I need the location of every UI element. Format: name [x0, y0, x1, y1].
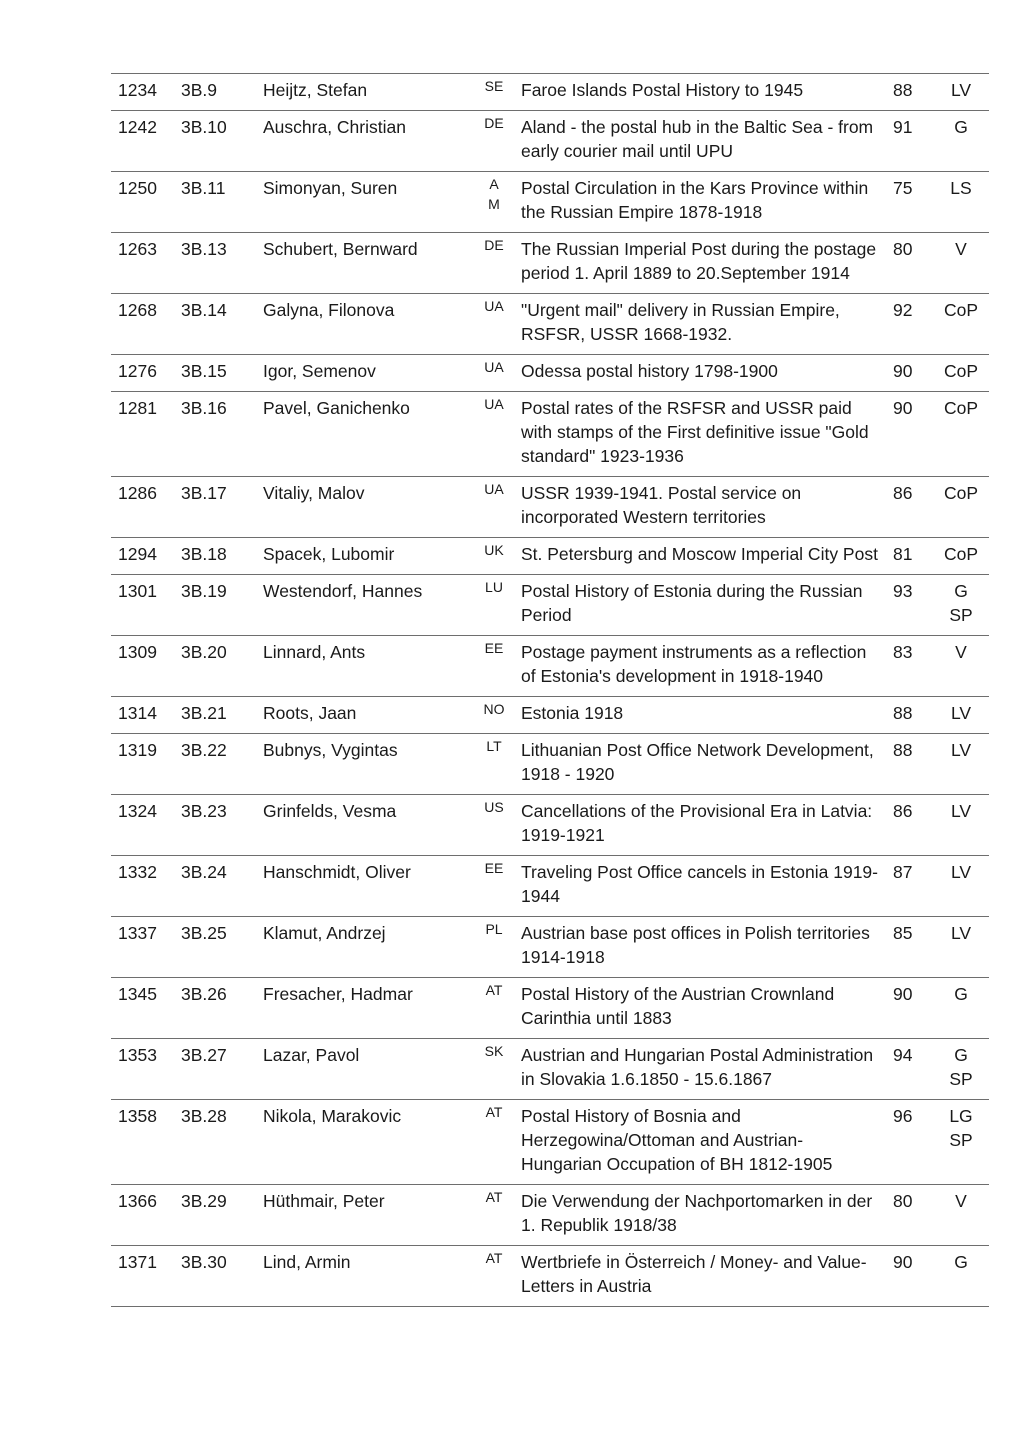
- exhibits-table: [111, 73, 989, 1307]
- points: 90: [885, 392, 933, 477]
- exhibit-number: 1276: [111, 355, 181, 392]
- country-code: EE: [484, 860, 504, 876]
- award: CoP: [943, 544, 979, 564]
- exhibit-number: 1309: [111, 636, 181, 697]
- award-cell: [933, 917, 989, 978]
- award: LV: [950, 703, 972, 723]
- award: G: [954, 984, 968, 1004]
- table-row: [111, 233, 989, 294]
- exhibit-number: 1242: [111, 111, 181, 172]
- exhibit-number: 1294: [111, 538, 181, 575]
- points: 93: [885, 575, 933, 636]
- country-code: NO: [483, 701, 505, 717]
- award: LS: [950, 178, 972, 198]
- exhibit-number: 1263: [111, 233, 181, 294]
- award-cell: [933, 795, 989, 856]
- award-cell: [933, 233, 989, 294]
- table-row: [111, 575, 989, 636]
- country-code-cell: [473, 355, 515, 392]
- country-code-cell: [473, 477, 515, 538]
- exhibitor-name: Linnard, Ants: [261, 636, 473, 697]
- exhibitor-name: Simonyan, Suren: [261, 172, 473, 233]
- table-row: [111, 111, 989, 172]
- table-row: [111, 355, 989, 392]
- frame-number: 3B.25: [181, 917, 261, 978]
- award-cell: [933, 392, 989, 477]
- frame-number: 3B.19: [181, 575, 261, 636]
- award-cell: [933, 856, 989, 917]
- country-code-cell: [473, 172, 515, 233]
- country-code: AT: [485, 1189, 503, 1205]
- award: G: [954, 581, 968, 601]
- points: 88: [885, 734, 933, 795]
- exhibit-title: Postal History of Bosnia and Herzegowina/Ottoman and Austrian-Hungarian Occupation of BH 1812-1905: [515, 1100, 885, 1185]
- country-code: EE: [484, 640, 504, 656]
- award-cell: [933, 172, 989, 233]
- country-code-cell: [473, 575, 515, 636]
- exhibit-number: 1358: [111, 1100, 181, 1185]
- frame-number: 3B.18: [181, 538, 261, 575]
- exhibitor-name: Bubnys, Vygintas: [261, 734, 473, 795]
- country-code-cell: [473, 392, 515, 477]
- country-code: DE: [484, 237, 504, 253]
- table-row: [111, 856, 989, 917]
- country-code-cell: [473, 978, 515, 1039]
- country-code-cell: [473, 734, 515, 795]
- points: 87: [885, 856, 933, 917]
- country-code: A: [489, 176, 499, 192]
- exhibitor-name: Roots, Jaan: [261, 697, 473, 734]
- exhibit-number: 1353: [111, 1039, 181, 1100]
- frame-number: 3B.28: [181, 1100, 261, 1185]
- frame-number: 3B.30: [181, 1246, 261, 1307]
- points: 80: [885, 233, 933, 294]
- exhibit-number: 1319: [111, 734, 181, 795]
- award-cell: [933, 1246, 989, 1307]
- frame-number: 3B.22: [181, 734, 261, 795]
- frame-number: 3B.26: [181, 978, 261, 1039]
- table-row: [111, 1246, 989, 1307]
- award: G: [954, 117, 968, 137]
- country-code-cell: [473, 917, 515, 978]
- award-cell: [933, 294, 989, 355]
- points: 83: [885, 636, 933, 697]
- award: G: [954, 1045, 968, 1065]
- exhibitor-name: Schubert, Bernward: [261, 233, 473, 294]
- points: 91: [885, 111, 933, 172]
- exhibit-title: Lithuanian Post Office Network Development, 1918 - 1920: [515, 734, 885, 795]
- award-cell: [933, 636, 989, 697]
- country-code: UA: [484, 298, 504, 314]
- award-cell: [933, 1100, 989, 1185]
- award: V: [955, 1191, 967, 1211]
- points: 81: [885, 538, 933, 575]
- country-code: AT: [485, 1250, 503, 1266]
- table-row: [111, 795, 989, 856]
- frame-number: 3B.29: [181, 1185, 261, 1246]
- exhibit-number: 1314: [111, 697, 181, 734]
- exhibit-title: Aland - the postal hub in the Baltic Sea - from early courier mail until UPU: [515, 111, 885, 172]
- points: 94: [885, 1039, 933, 1100]
- exhibits-table-body: [111, 74, 989, 1307]
- exhibit-title: Postage payment instruments as a reflection of Estonia's development in 1918-1940: [515, 636, 885, 697]
- award: SP: [949, 605, 973, 625]
- exhibit-title: Postal History of Estonia during the Russian Period: [515, 575, 885, 636]
- country-code: AT: [485, 982, 503, 998]
- country-code: LU: [485, 579, 503, 595]
- exhibit-number: 1250: [111, 172, 181, 233]
- award-cell: [933, 734, 989, 795]
- country-code: AT: [485, 1104, 503, 1120]
- table-row: [111, 1185, 989, 1246]
- award-cell: [933, 978, 989, 1039]
- exhibitor-name: Vitaliy, Malov: [261, 477, 473, 538]
- country-code: US: [484, 799, 504, 815]
- exhibit-title: Postal History of the Austrian Crownland Carinthia until 1883: [515, 978, 885, 1039]
- frame-number: 3B.24: [181, 856, 261, 917]
- country-code-cell: [473, 111, 515, 172]
- country-code: SK: [484, 1043, 504, 1059]
- award-cell: [933, 74, 989, 111]
- country-code-cell: [473, 636, 515, 697]
- exhibitor-name: Lazar, Pavol: [261, 1039, 473, 1100]
- exhibitor-name: Pavel, Ganichenko: [261, 392, 473, 477]
- frame-number: 3B.15: [181, 355, 261, 392]
- award-cell: [933, 355, 989, 392]
- table-row: [111, 978, 989, 1039]
- exhibit-title: "Urgent mail" delivery in Russian Empire, RSFSR, USSR 1668-1932.: [515, 294, 885, 355]
- exhibitor-name: Spacek, Lubomir: [261, 538, 473, 575]
- points: 85: [885, 917, 933, 978]
- country-code-cell: [473, 1185, 515, 1246]
- exhibit-number: 1286: [111, 477, 181, 538]
- country-code: UA: [484, 396, 504, 412]
- exhibitor-name: Auschra, Christian: [261, 111, 473, 172]
- award-cell: [933, 1039, 989, 1100]
- exhibit-number: 1281: [111, 392, 181, 477]
- table-row: [111, 1039, 989, 1100]
- table-row: [111, 477, 989, 538]
- exhibit-number: 1324: [111, 795, 181, 856]
- points: 88: [885, 697, 933, 734]
- frame-number: 3B.21: [181, 697, 261, 734]
- exhibit-number: 1366: [111, 1185, 181, 1246]
- frame-number: 3B.27: [181, 1039, 261, 1100]
- award: LV: [950, 740, 972, 760]
- award-cell: [933, 111, 989, 172]
- exhibit-title: Estonia 1918: [515, 697, 885, 734]
- frame-number: 3B.11: [181, 172, 261, 233]
- country-code-cell: [473, 697, 515, 734]
- table-row: [111, 538, 989, 575]
- award-cell: [933, 1185, 989, 1246]
- exhibitor-name: Heijtz, Stefan: [261, 74, 473, 111]
- award: LV: [950, 80, 972, 100]
- award: V: [955, 239, 967, 259]
- country-code: PL: [485, 921, 503, 937]
- award: CoP: [943, 361, 979, 381]
- country-code-cell: [473, 233, 515, 294]
- table-row: [111, 697, 989, 734]
- exhibit-title: Die Verwendung der Nachportomarken in der 1. Republik 1918/38: [515, 1185, 885, 1246]
- points: 90: [885, 1246, 933, 1307]
- frame-number: 3B.23: [181, 795, 261, 856]
- country-code: UA: [484, 481, 504, 497]
- table-row: [111, 172, 989, 233]
- points: 88: [885, 74, 933, 111]
- table-row: [111, 1100, 989, 1185]
- points: 86: [885, 795, 933, 856]
- country-code-cell: [473, 1246, 515, 1307]
- table-row: [111, 294, 989, 355]
- exhibit-title: Faroe Islands Postal History to 1945: [515, 74, 885, 111]
- points: 90: [885, 355, 933, 392]
- award: SP: [949, 1069, 973, 1089]
- award: LV: [950, 801, 972, 821]
- exhibitor-name: Westendorf, Hannes: [261, 575, 473, 636]
- exhibitor-name: Hanschmidt, Oliver: [261, 856, 473, 917]
- country-code: UA: [484, 359, 504, 375]
- exhibit-number: 1337: [111, 917, 181, 978]
- exhibitor-name: Klamut, Andrzej: [261, 917, 473, 978]
- points: 75: [885, 172, 933, 233]
- exhibit-number: 1371: [111, 1246, 181, 1307]
- exhibit-title: Traveling Post Office cancels in Estonia 1919-1944: [515, 856, 885, 917]
- award: SP: [949, 1130, 973, 1150]
- award: LV: [950, 862, 972, 882]
- exhibit-number: 1234: [111, 74, 181, 111]
- points: 80: [885, 1185, 933, 1246]
- exhibitor-name: Galyna, Filonova: [261, 294, 473, 355]
- table-row: [111, 392, 989, 477]
- exhibit-number: 1345: [111, 978, 181, 1039]
- award: CoP: [943, 398, 979, 418]
- award: LG: [949, 1106, 973, 1126]
- frame-number: 3B.20: [181, 636, 261, 697]
- exhibitor-name: Igor, Semenov: [261, 355, 473, 392]
- table-row: [111, 636, 989, 697]
- exhibit-title: Austrian base post offices in Polish territories 1914-1918: [515, 917, 885, 978]
- frame-number: 3B.10: [181, 111, 261, 172]
- country-code: SE: [484, 78, 504, 94]
- points: 92: [885, 294, 933, 355]
- award: LV: [950, 923, 972, 943]
- country-code-cell: [473, 856, 515, 917]
- exhibit-title: Odessa postal history 1798-1900: [515, 355, 885, 392]
- exhibit-title: St. Petersburg and Moscow Imperial City Post: [515, 538, 885, 575]
- exhibitor-name: Lind, Armin: [261, 1246, 473, 1307]
- points: 86: [885, 477, 933, 538]
- exhibit-title: Postal rates of the RSFSR and USSR paid with stamps of the First definitive issue "Gold standard" 1923-1936: [515, 392, 885, 477]
- country-code-cell: [473, 294, 515, 355]
- exhibit-title: The Russian Imperial Post during the postage period 1. April 1889 to 20.September 1914: [515, 233, 885, 294]
- points: 90: [885, 978, 933, 1039]
- exhibitor-name: Grinfelds, Vesma: [261, 795, 473, 856]
- country-code-cell: [473, 1039, 515, 1100]
- frame-number: 3B.17: [181, 477, 261, 538]
- exhibit-title: Postal Circulation in the Kars Province within the Russian Empire 1878-1918: [515, 172, 885, 233]
- award: G: [954, 1252, 968, 1272]
- exhibitor-name: Hüthmair, Peter: [261, 1185, 473, 1246]
- exhibit-number: 1268: [111, 294, 181, 355]
- award-cell: [933, 575, 989, 636]
- award-cell: [933, 697, 989, 734]
- country-code-cell: [473, 74, 515, 111]
- frame-number: 3B.16: [181, 392, 261, 477]
- country-code: DE: [484, 115, 504, 131]
- award: V: [955, 642, 967, 662]
- exhibit-number: 1301: [111, 575, 181, 636]
- points: 96: [885, 1100, 933, 1185]
- award: CoP: [943, 483, 979, 503]
- table-row: [111, 74, 989, 111]
- exhibit-title: Austrian and Hungarian Postal Administration in Slovakia 1.6.1850 - 15.6.1867: [515, 1039, 885, 1100]
- exhibit-title: Cancellations of the Provisional Era in Latvia: 1919-1921: [515, 795, 885, 856]
- country-code-cell: [473, 1100, 515, 1185]
- frame-number: 3B.14: [181, 294, 261, 355]
- award-cell: [933, 477, 989, 538]
- table-row: [111, 734, 989, 795]
- exhibit-number: 1332: [111, 856, 181, 917]
- country-code: M: [488, 196, 500, 212]
- frame-number: 3B.9: [181, 74, 261, 111]
- exhibit-title: Wertbriefe in Österreich / Money- and Value-Letters in Austria: [515, 1246, 885, 1307]
- country-code: LT: [486, 738, 502, 754]
- country-code: UK: [484, 542, 504, 558]
- award: CoP: [943, 300, 979, 320]
- exhibit-title: USSR 1939-1941. Postal service on incorporated Western territories: [515, 477, 885, 538]
- country-code-cell: [473, 538, 515, 575]
- exhibitor-name: Nikola, Marakovic: [261, 1100, 473, 1185]
- award-cell: [933, 538, 989, 575]
- exhibitor-name: Fresacher, Hadmar: [261, 978, 473, 1039]
- table-row: [111, 917, 989, 978]
- frame-number: 3B.13: [181, 233, 261, 294]
- country-code-cell: [473, 795, 515, 856]
